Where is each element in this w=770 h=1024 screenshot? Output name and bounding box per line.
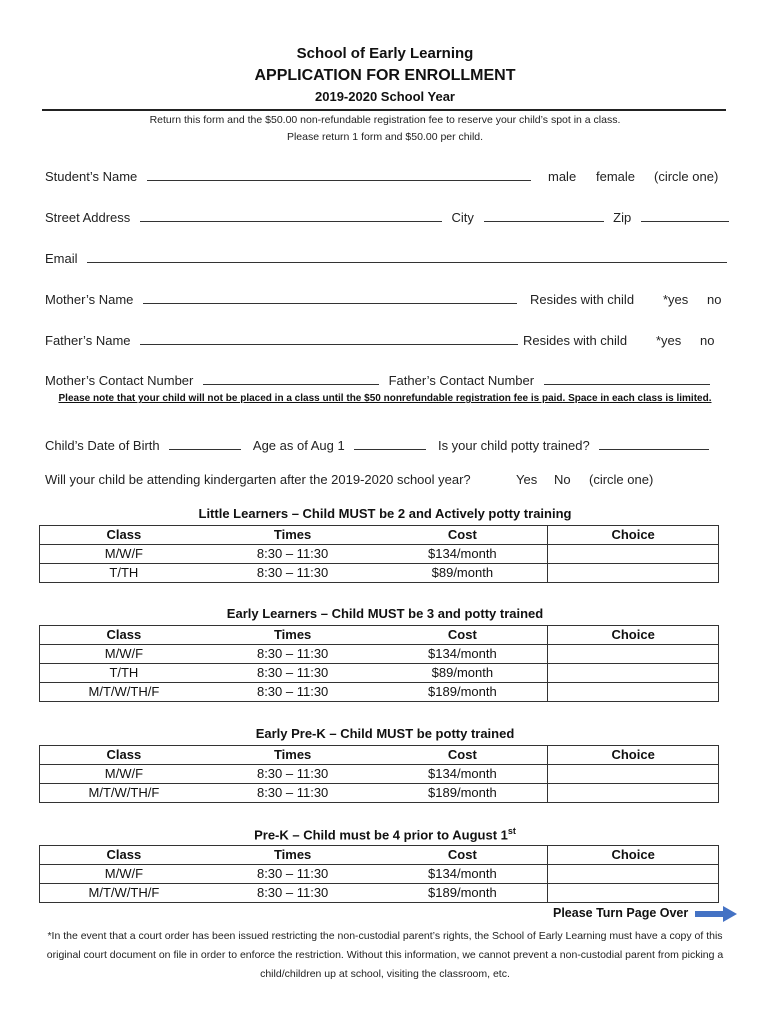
age-label: Age as of Aug 1 [252,438,345,453]
time-cell: 8:30 – 11:30 [208,865,378,884]
table-row [40,865,719,884]
mother-name-label: Mother’s Name [45,292,134,307]
col-times: Times [208,626,378,645]
student-name-row [45,169,531,184]
dob-field[interactable] [169,438,241,450]
turn-page-over: Please Turn Page Over [553,906,689,920]
gender-circle-note: (circle one) [654,169,719,184]
col-class: Class [40,626,208,645]
choice-cell[interactable] [548,664,719,683]
choice-cell[interactable] [548,645,719,664]
choice-cell[interactable] [548,683,719,702]
cost-cell: $189/month [377,784,547,803]
table-header-row [40,746,719,765]
col-cost: Cost [377,626,547,645]
cost-cell: $89/month [377,564,547,583]
gender-female[interactable]: female [596,169,636,184]
father-name-label: Father’s Name [45,333,131,348]
class-cell: M/W/F [40,865,208,884]
custody-note: *In the event that a court order has been issued restricting the non-custodial parent’s rights, the School of Early Learning must have a copy of this original court document on file in order to enforce the restriction. Without this information, we cannot prevent a non-custodial parent from picking a child/children up at school, visiting the classroom, etc. [46,930,724,980]
father-contact-label: Father’s Contact Number [388,373,535,388]
city-label: City [451,210,474,225]
email-field[interactable] [87,251,727,263]
section-title-pre-k-text: Pre-K – Child must be 4 prior to August 1 [254,827,508,843]
gender-male[interactable]: male [548,169,577,184]
section-title-early-learners: Early Learners – Child MUST be 3 and potty trained [226,606,544,621]
potty-field[interactable] [599,438,709,450]
cost-cell: $134/month [377,765,547,784]
table-row [40,564,719,583]
time-cell: 8:30 – 11:30 [208,683,378,702]
kindergarten-circle-note: (circle one) [589,472,654,487]
father-resides-no[interactable]: no [700,333,715,348]
choice-cell[interactable] [548,884,719,903]
school-name: School of Early Learning [296,45,474,62]
table-header-row [40,526,719,545]
street-field[interactable] [140,210,442,222]
student-name-field[interactable] [147,169,531,181]
address-row [45,210,729,225]
choice-cell[interactable] [548,865,719,884]
kindergarten-question: Will your child be attending kindergarten after the 2019-2020 school year? [45,472,471,487]
class-table-little-learners [39,525,719,583]
class-cell: M/W/F [40,545,208,564]
time-cell: 8:30 – 11:30 [208,884,378,903]
class-table-pre-k [39,845,719,903]
col-choice: Choice [548,526,719,545]
time-cell: 8:30 – 11:30 [208,765,378,784]
choice-cell[interactable] [548,564,719,583]
table-row [40,784,719,803]
cost-cell: $89/month [377,664,547,683]
mother-resides-yes[interactable]: *yes [663,292,689,307]
mother-name-field[interactable] [143,292,517,304]
table-row [40,683,719,702]
street-label: Street Address [45,210,131,225]
class-cell: M/W/F [40,645,208,664]
table-row [40,664,719,683]
mother-contact-field[interactable] [203,373,379,385]
col-cost: Cost [377,746,547,765]
class-cell: M/T/W/TH/F [40,683,208,702]
class-cell: M/W/F [40,765,208,784]
cost-cell: $189/month [377,683,547,702]
email-label: Email [45,251,78,266]
col-cost: Cost [377,526,547,545]
zip-label: Zip [613,210,632,225]
cost-cell: $189/month [377,884,547,903]
table-row [40,884,719,903]
class-cell: M/T/W/TH/F [40,884,208,903]
col-times: Times [208,846,378,865]
mother-contact-label: Mother’s Contact Number [45,373,194,388]
col-times: Times [208,746,378,765]
father-name-field[interactable] [140,333,518,345]
col-class: Class [40,746,208,765]
class-cell: T/TH [40,564,208,583]
mother-row [45,292,517,307]
time-cell: 8:30 – 11:30 [208,664,378,683]
table-row [40,765,719,784]
age-field[interactable] [354,438,426,450]
cost-cell: $134/month [377,865,547,884]
time-cell: 8:30 – 11:30 [208,645,378,664]
col-choice: Choice [548,626,719,645]
section-title-pre-k [0,826,770,842]
kindergarten-yes[interactable]: Yes [516,472,538,487]
zip-field[interactable] [641,210,729,222]
father-row [45,333,518,348]
father-resides-yes[interactable]: *yes [656,333,682,348]
choice-cell[interactable] [548,765,719,784]
table-row [40,645,719,664]
arrow-shaft [695,911,725,917]
col-class: Class [40,526,208,545]
col-choice: Choice [548,846,719,865]
table-header-row [40,846,719,865]
form-title: APPLICATION FOR ENROLLMENT [254,67,516,84]
kindergarten-no[interactable]: No [554,472,571,487]
contact-row [45,373,710,388]
city-field[interactable] [484,210,604,222]
per-child-note: Please return 1 form and $50.00 per child. [286,131,484,143]
col-class: Class [40,846,208,865]
class-cell: T/TH [40,664,208,683]
time-cell: 8:30 – 11:30 [208,545,378,564]
table-row [40,545,719,564]
fee-warning: Please note that your child will not be placed in a class until the $50 nonrefundable registration fee is paid. Space in each class is limited. [58,393,712,404]
table-header-row [40,626,719,645]
right-arrow-icon [695,906,737,922]
father-resides-label: Resides with child [523,333,628,348]
dob-row [45,438,709,453]
mother-resides-no[interactable]: no [707,292,722,307]
class-cell: M/T/W/TH/F [40,784,208,803]
email-row [45,251,727,266]
cost-cell: $134/month [377,545,547,564]
choice-cell[interactable] [548,784,719,803]
section-title-pre-k-sup: st [507,826,516,836]
class-table-early-pre-k [39,745,719,803]
header-divider [42,109,726,111]
col-times: Times [208,526,378,545]
student-name-label: Student’s Name [45,169,138,184]
return-note: Return this form and the $50.00 non-refundable registration fee to reserve your child’s spot in a class. [149,114,621,126]
dob-label: Child’s Date of Birth [45,438,160,453]
col-choice: Choice [548,746,719,765]
time-cell: 8:30 – 11:30 [208,784,378,803]
col-cost: Cost [377,846,547,865]
choice-cell[interactable] [548,545,719,564]
mother-resides-label: Resides with child [530,292,635,307]
arrow-head [723,906,737,922]
section-title-early-pre-k: Early Pre-K – Child MUST be potty trained [255,726,515,741]
class-table-early-learners [39,625,719,702]
section-title-little-learners: Little Learners – Child MUST be 2 and Actively potty training [198,506,572,521]
potty-label: Is your child potty trained? [437,438,590,453]
time-cell: 8:30 – 11:30 [208,564,378,583]
cost-cell: $134/month [377,645,547,664]
father-contact-field[interactable] [544,373,710,385]
school-year: 2019-2020 School Year [315,89,455,104]
